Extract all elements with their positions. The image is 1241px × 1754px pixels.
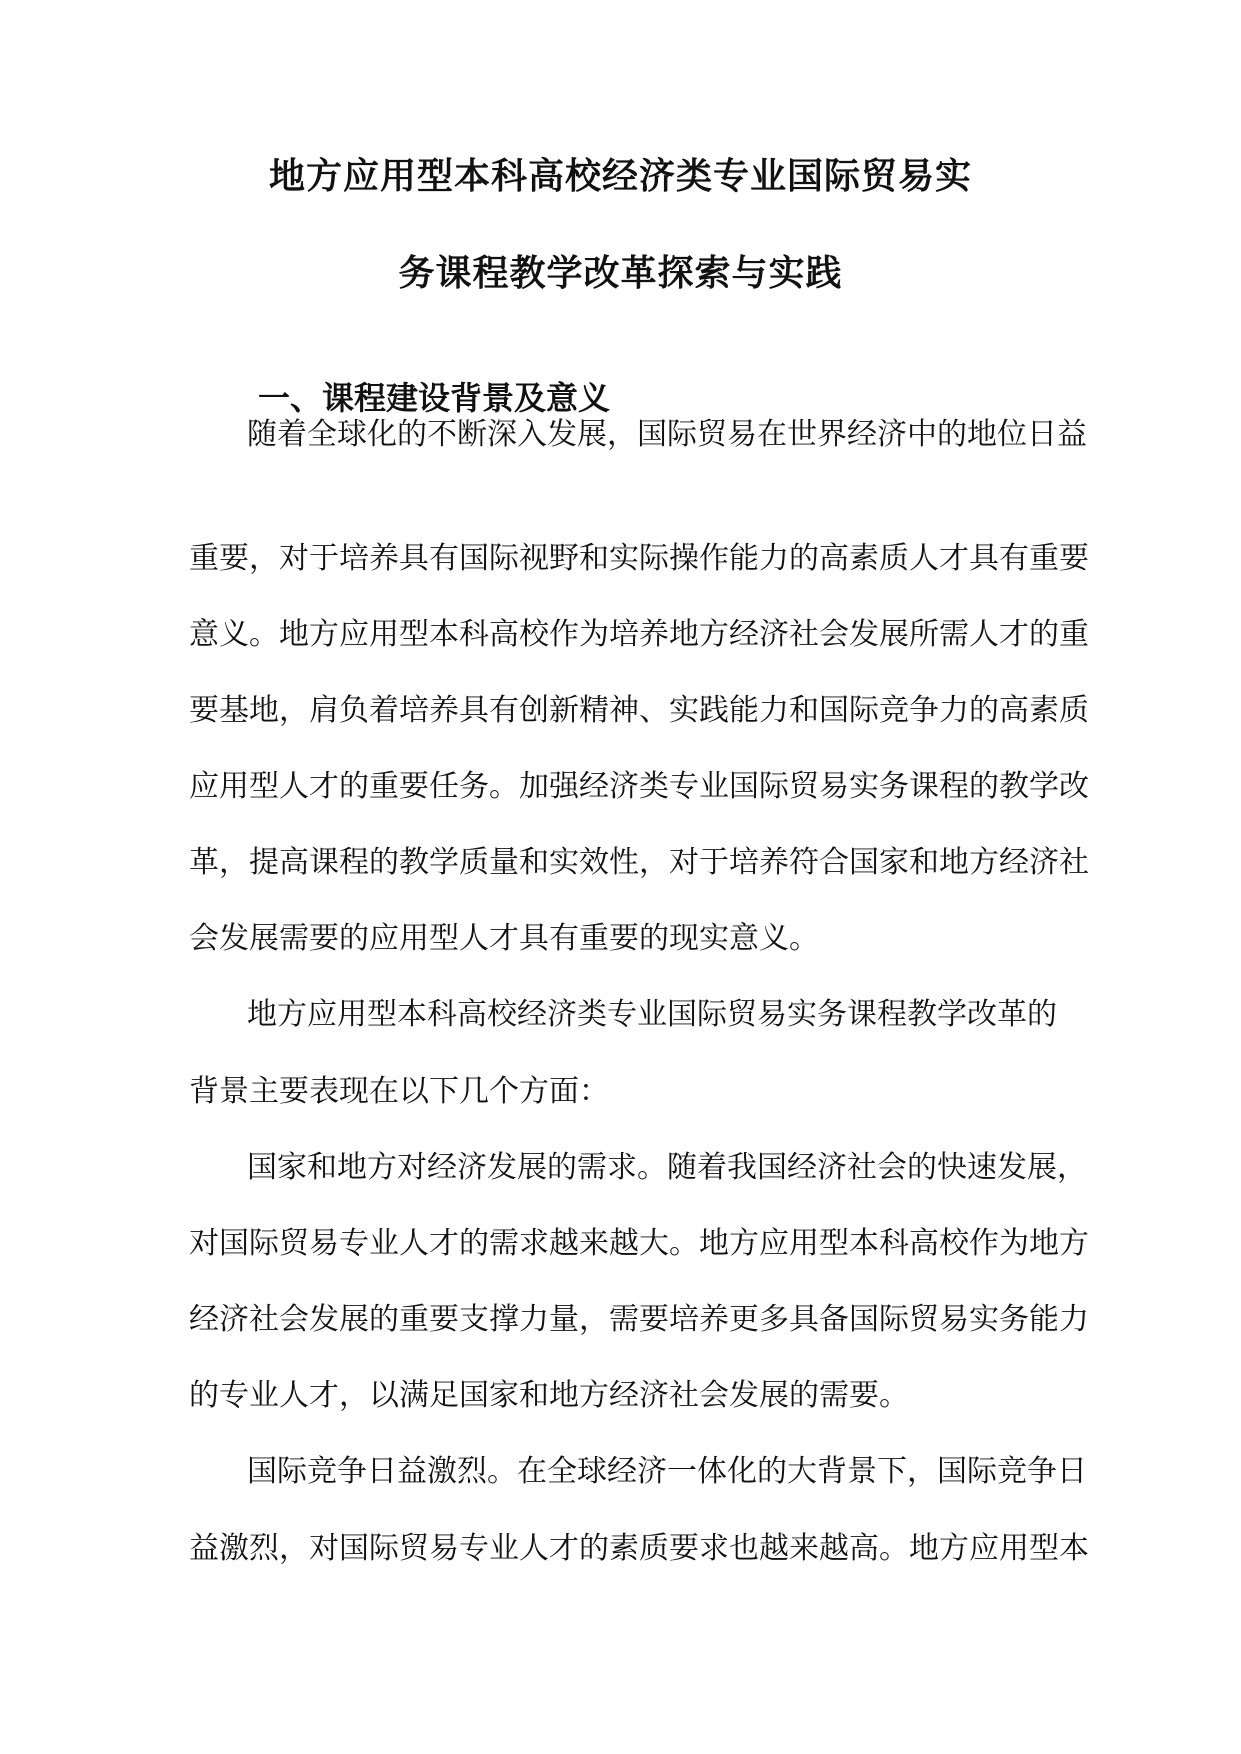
paragraph-line: 应用型人才的重要任务。加强经济类专业国际贸易实务课程的教学改 <box>189 769 1089 804</box>
paragraph-line: 随着全球化的不断深入发展，国际贸易在世界经济中的地位日益 <box>247 417 1087 452</box>
paragraph-line: 国家和地方对经济发展的需求。随着我国经济社会的快速发展， <box>247 1150 1087 1185</box>
paragraph-line: 重要，对于培养具有国际视野和实际操作能力的高素质人才具有重要 <box>189 541 1089 576</box>
paragraph-line: 革，提高课程的教学质量和实效性，对于培养符合国家和地方经济社 <box>189 845 1089 880</box>
paragraph-line: 会发展需要的应用型人才具有重要的现实意义。 <box>189 921 819 956</box>
paragraph-line: 益激烈，对国际贸易专业人才的素质要求也越来越高。地方应用型本 <box>189 1531 1089 1566</box>
paragraph-line: 地方应用型本科高校经济类专业国际贸易实务课程教学改革的 <box>247 997 1057 1032</box>
paragraph-line: 意义。地方应用型本科高校作为培养地方经济社会发展所需人才的重 <box>189 617 1089 652</box>
section-heading: 一、课程建设背景及意义 <box>258 379 611 417</box>
paragraph-line: 的专业人才，以满足国家和地方经济社会发展的需要。 <box>189 1378 909 1413</box>
paragraph-line: 背景主要表现在以下几个方面： <box>189 1074 609 1109</box>
paragraph-line: 国际竞争日益激烈。在全球经济一体化的大背景下，国际竞争日 <box>247 1454 1087 1489</box>
paragraph-line: 经济社会发展的重要支撑力量，需要培养更多具备国际贸易实务能力 <box>189 1302 1089 1337</box>
paragraph-line: 对国际贸易专业人才的需求越来越大。地方应用型本科高校作为地方 <box>189 1226 1089 1261</box>
document-title-line-2: 务课程教学改革探索与实践 <box>398 252 843 294</box>
document-title-line-1: 地方应用型本科高校经济类专业国际贸易实 <box>268 155 972 197</box>
paragraph-line: 要基地，肩负着培养具有创新精神、实践能力和国际竞争力的高素质 <box>189 693 1089 728</box>
